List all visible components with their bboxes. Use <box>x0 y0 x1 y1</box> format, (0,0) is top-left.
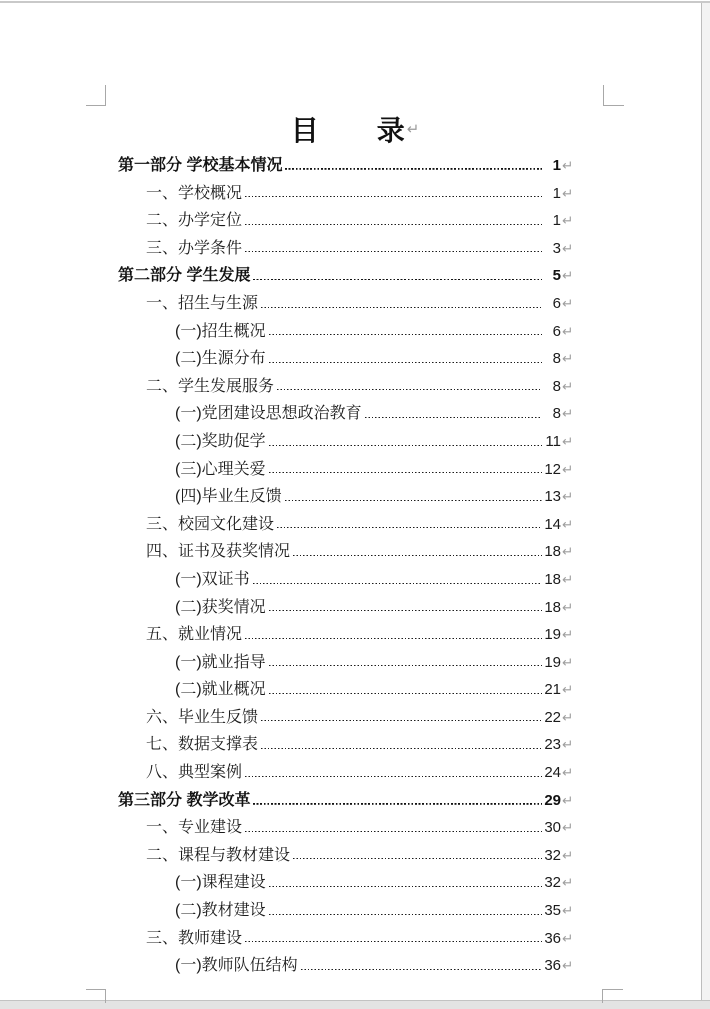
toc-entry-label: 六、毕业生反馈 <box>146 708 259 726</box>
dot-leader <box>253 278 542 280</box>
dot-leader <box>269 885 542 887</box>
toc-entry-label: 二、办学定位 <box>146 212 243 230</box>
toc-entry-label: 三、校园文化建设 <box>146 515 275 533</box>
page-number: 11 <box>545 432 561 450</box>
toc-entry[interactable] <box>118 511 576 539</box>
toc-entry-label: 一、招生与生源 <box>146 294 259 312</box>
paragraph-mark-icon: ↵ <box>562 378 574 394</box>
toc-entry[interactable] <box>118 704 576 732</box>
dot-leader <box>261 747 542 749</box>
paragraph-mark-icon: ↵ <box>562 295 574 311</box>
page-number: 36 <box>544 929 561 947</box>
table-of-contents <box>118 152 576 980</box>
toc-entry-label: (一)双证书 <box>175 570 250 588</box>
paragraph-mark-icon: ↵ <box>562 406 574 422</box>
paragraph-mark-icon: ↵ <box>562 820 574 836</box>
toc-entry[interactable] <box>118 483 576 511</box>
paragraph-mark-icon: ↵ <box>562 765 574 781</box>
dot-leader <box>277 389 542 391</box>
toc-entry-label: (一)党团建设思想政治教育 <box>175 405 362 423</box>
dot-leader <box>245 775 542 777</box>
toc-entry[interactable] <box>118 318 576 346</box>
dot-leader <box>285 499 542 501</box>
dot-leader <box>293 554 542 556</box>
page-number: 5 <box>552 267 561 285</box>
page-number: 35 <box>544 902 561 920</box>
dot-leader <box>269 665 542 667</box>
toc-entry[interactable] <box>118 842 576 870</box>
toc-entry-label: (二)奖助促学 <box>175 432 266 450</box>
toc-entry-label: (二)生源分布 <box>175 350 266 368</box>
toc-entry[interactable] <box>118 428 576 456</box>
paragraph-mark-icon: ↵ <box>406 121 420 138</box>
page-number: 32 <box>544 874 561 892</box>
dot-leader <box>269 913 542 915</box>
page-number: 1 <box>552 212 561 230</box>
toc-entry[interactable] <box>118 759 576 787</box>
paragraph-mark-icon: ↵ <box>562 847 574 863</box>
dot-leader <box>245 830 542 832</box>
paragraph-mark-icon: ↵ <box>562 351 574 367</box>
toc-entry-label: (一)就业指导 <box>175 653 266 671</box>
toc-entry[interactable] <box>118 731 576 759</box>
page-number: 8 <box>552 377 561 395</box>
toc-entry-label: 一、学校概况 <box>146 184 243 202</box>
dot-leader <box>245 941 542 943</box>
toc-entry[interactable] <box>118 400 576 428</box>
toc-entry-label: 一、专业建设 <box>146 819 243 837</box>
toc-entry[interactable] <box>118 566 576 594</box>
page-number: 1 <box>552 184 561 202</box>
toc-entry-label: 第一部分 学校基本情况 <box>118 157 283 174</box>
page-number: 21 <box>544 681 561 699</box>
paragraph-mark-icon: ↵ <box>562 433 574 449</box>
paragraph-mark-icon: ↵ <box>562 461 574 477</box>
paragraph-mark-icon: ↵ <box>562 213 574 229</box>
toc-entry-label: (四)毕业生反馈 <box>175 488 282 506</box>
toc-entry[interactable] <box>118 207 576 235</box>
page-number: 3 <box>552 239 561 257</box>
toc-entry[interactable] <box>118 925 576 953</box>
paragraph-mark-icon: ↵ <box>562 627 574 643</box>
toc-entry[interactable] <box>118 952 576 980</box>
dot-leader <box>293 858 542 860</box>
title-char-second: 录 <box>376 115 405 146</box>
toc-entry-label: 第二部分 学生发展 <box>118 267 251 285</box>
toc-entry-label: 三、教师建设 <box>146 929 243 947</box>
dot-leader <box>277 527 542 529</box>
toc-entry-label: (二)就业概况 <box>175 681 266 699</box>
paragraph-mark-icon: ↵ <box>562 958 574 974</box>
toc-entry[interactable] <box>118 676 576 704</box>
page-number: 8 <box>552 350 561 368</box>
crop-mark-top-left-icon <box>86 85 106 106</box>
paragraph-mark-icon: ↵ <box>562 737 574 753</box>
paragraph-mark-icon: ↵ <box>562 903 574 919</box>
toc-entry[interactable] <box>118 869 576 897</box>
dot-leader <box>269 334 542 336</box>
toc-entry[interactable] <box>118 621 576 649</box>
page-number: 18 <box>544 570 561 588</box>
paragraph-mark-icon: ↵ <box>562 571 574 587</box>
dot-leader <box>253 803 542 805</box>
page-number: 36 <box>544 957 561 975</box>
paragraph-mark-icon: ↵ <box>562 599 574 615</box>
toc-entry[interactable] <box>118 180 576 208</box>
toc-entry-label: 五、就业情况 <box>146 626 243 644</box>
toc-entry[interactable] <box>118 456 576 484</box>
paragraph-mark-icon: ↵ <box>562 654 574 670</box>
toc-entry[interactable] <box>118 594 576 622</box>
toc-entry-label: (一)教师队伍结构 <box>175 957 298 975</box>
dot-leader <box>285 168 542 170</box>
dot-leader <box>253 582 542 584</box>
toc-entry-label: (二)教材建设 <box>175 902 266 920</box>
crop-mark-bottom-right-icon <box>602 989 623 1003</box>
dot-leader <box>269 692 542 694</box>
toc-entry-label: 四、证书及获奖情况 <box>146 543 291 561</box>
toc-entry-label: 二、课程与教材建设 <box>146 846 291 864</box>
paragraph-mark-icon: ↵ <box>562 240 574 256</box>
paragraph-mark-icon: ↵ <box>562 516 574 532</box>
toc-entry[interactable] <box>118 373 576 401</box>
paragraph-mark-icon: ↵ <box>562 682 574 698</box>
toc-entry-label: (三)心理关爱 <box>175 460 266 478</box>
page-number: 18 <box>544 598 561 616</box>
toc-entry-label: (一)招生概况 <box>175 322 266 340</box>
page-number: 12 <box>544 460 561 478</box>
dot-leader <box>245 196 542 198</box>
page-number: 8 <box>552 405 561 423</box>
toc-entry[interactable] <box>118 152 576 180</box>
page-number: 24 <box>544 764 561 782</box>
page-number: 32 <box>544 846 561 864</box>
paragraph-mark-icon: ↵ <box>562 709 574 725</box>
toc-entry[interactable] <box>118 787 576 815</box>
dot-leader <box>269 444 542 446</box>
toc-entry-label: (二)获奖情况 <box>175 598 266 616</box>
page-number: 22 <box>544 708 561 726</box>
toc-entry[interactable] <box>118 649 576 677</box>
toc-entry-label: (一)课程建设 <box>175 874 266 892</box>
paragraph-mark-icon: ↵ <box>562 930 574 946</box>
page-number: 30 <box>544 819 561 837</box>
page-number: 1 <box>552 157 561 174</box>
crop-mark-bottom-left-icon <box>86 989 106 1003</box>
toc-entry[interactable] <box>118 235 576 263</box>
dot-leader <box>261 306 542 308</box>
paragraph-mark-icon: ↵ <box>562 323 574 339</box>
page-number: 6 <box>552 322 561 340</box>
page-number: 19 <box>544 653 561 671</box>
toc-entry-label: 三、办学条件 <box>146 239 243 257</box>
toc-entry[interactable] <box>118 538 576 566</box>
dot-leader <box>269 610 542 612</box>
dot-leader <box>269 472 542 474</box>
page-title <box>107 109 603 147</box>
title-char-first: 目 <box>290 115 319 146</box>
page-top-edge <box>0 1 710 3</box>
toc-entry[interactable] <box>118 345 576 373</box>
dot-leader <box>301 968 542 970</box>
toc-entry[interactable] <box>118 262 576 290</box>
paragraph-mark-icon: ↵ <box>562 185 574 201</box>
toc-entry-label: 二、学生发展服务 <box>146 377 275 395</box>
page-number: 18 <box>544 543 561 561</box>
page-number: 29 <box>544 791 561 809</box>
toc-entry[interactable] <box>118 290 576 318</box>
paragraph-mark-icon: ↵ <box>562 489 574 505</box>
toc-entry-label: 第三部分 教学改革 <box>118 791 251 809</box>
dot-leader <box>261 720 542 722</box>
crop-mark-top-right-icon <box>603 85 624 106</box>
page-number: 14 <box>544 515 561 533</box>
page-right-edge <box>701 3 710 1001</box>
page-number: 6 <box>552 294 561 312</box>
page-number: 13 <box>544 488 561 506</box>
toc-entry[interactable] <box>118 814 576 842</box>
page-number: 19 <box>544 626 561 644</box>
paragraph-mark-icon: ↵ <box>562 544 574 560</box>
dot-leader <box>269 361 542 363</box>
toc-entry[interactable] <box>118 897 576 925</box>
paragraph-mark-icon: ↵ <box>562 158 574 173</box>
dot-leader <box>245 223 542 225</box>
paragraph-mark-icon: ↵ <box>562 792 574 808</box>
dot-leader <box>245 637 542 639</box>
page-number: 23 <box>544 736 561 754</box>
dot-leader <box>365 416 542 418</box>
dot-leader <box>245 251 542 253</box>
toc-entry-label: 七、数据支撑表 <box>146 736 259 754</box>
paragraph-mark-icon: ↵ <box>562 875 574 891</box>
toc-entry-label: 八、典型案例 <box>146 764 243 782</box>
paragraph-mark-icon: ↵ <box>562 268 574 284</box>
